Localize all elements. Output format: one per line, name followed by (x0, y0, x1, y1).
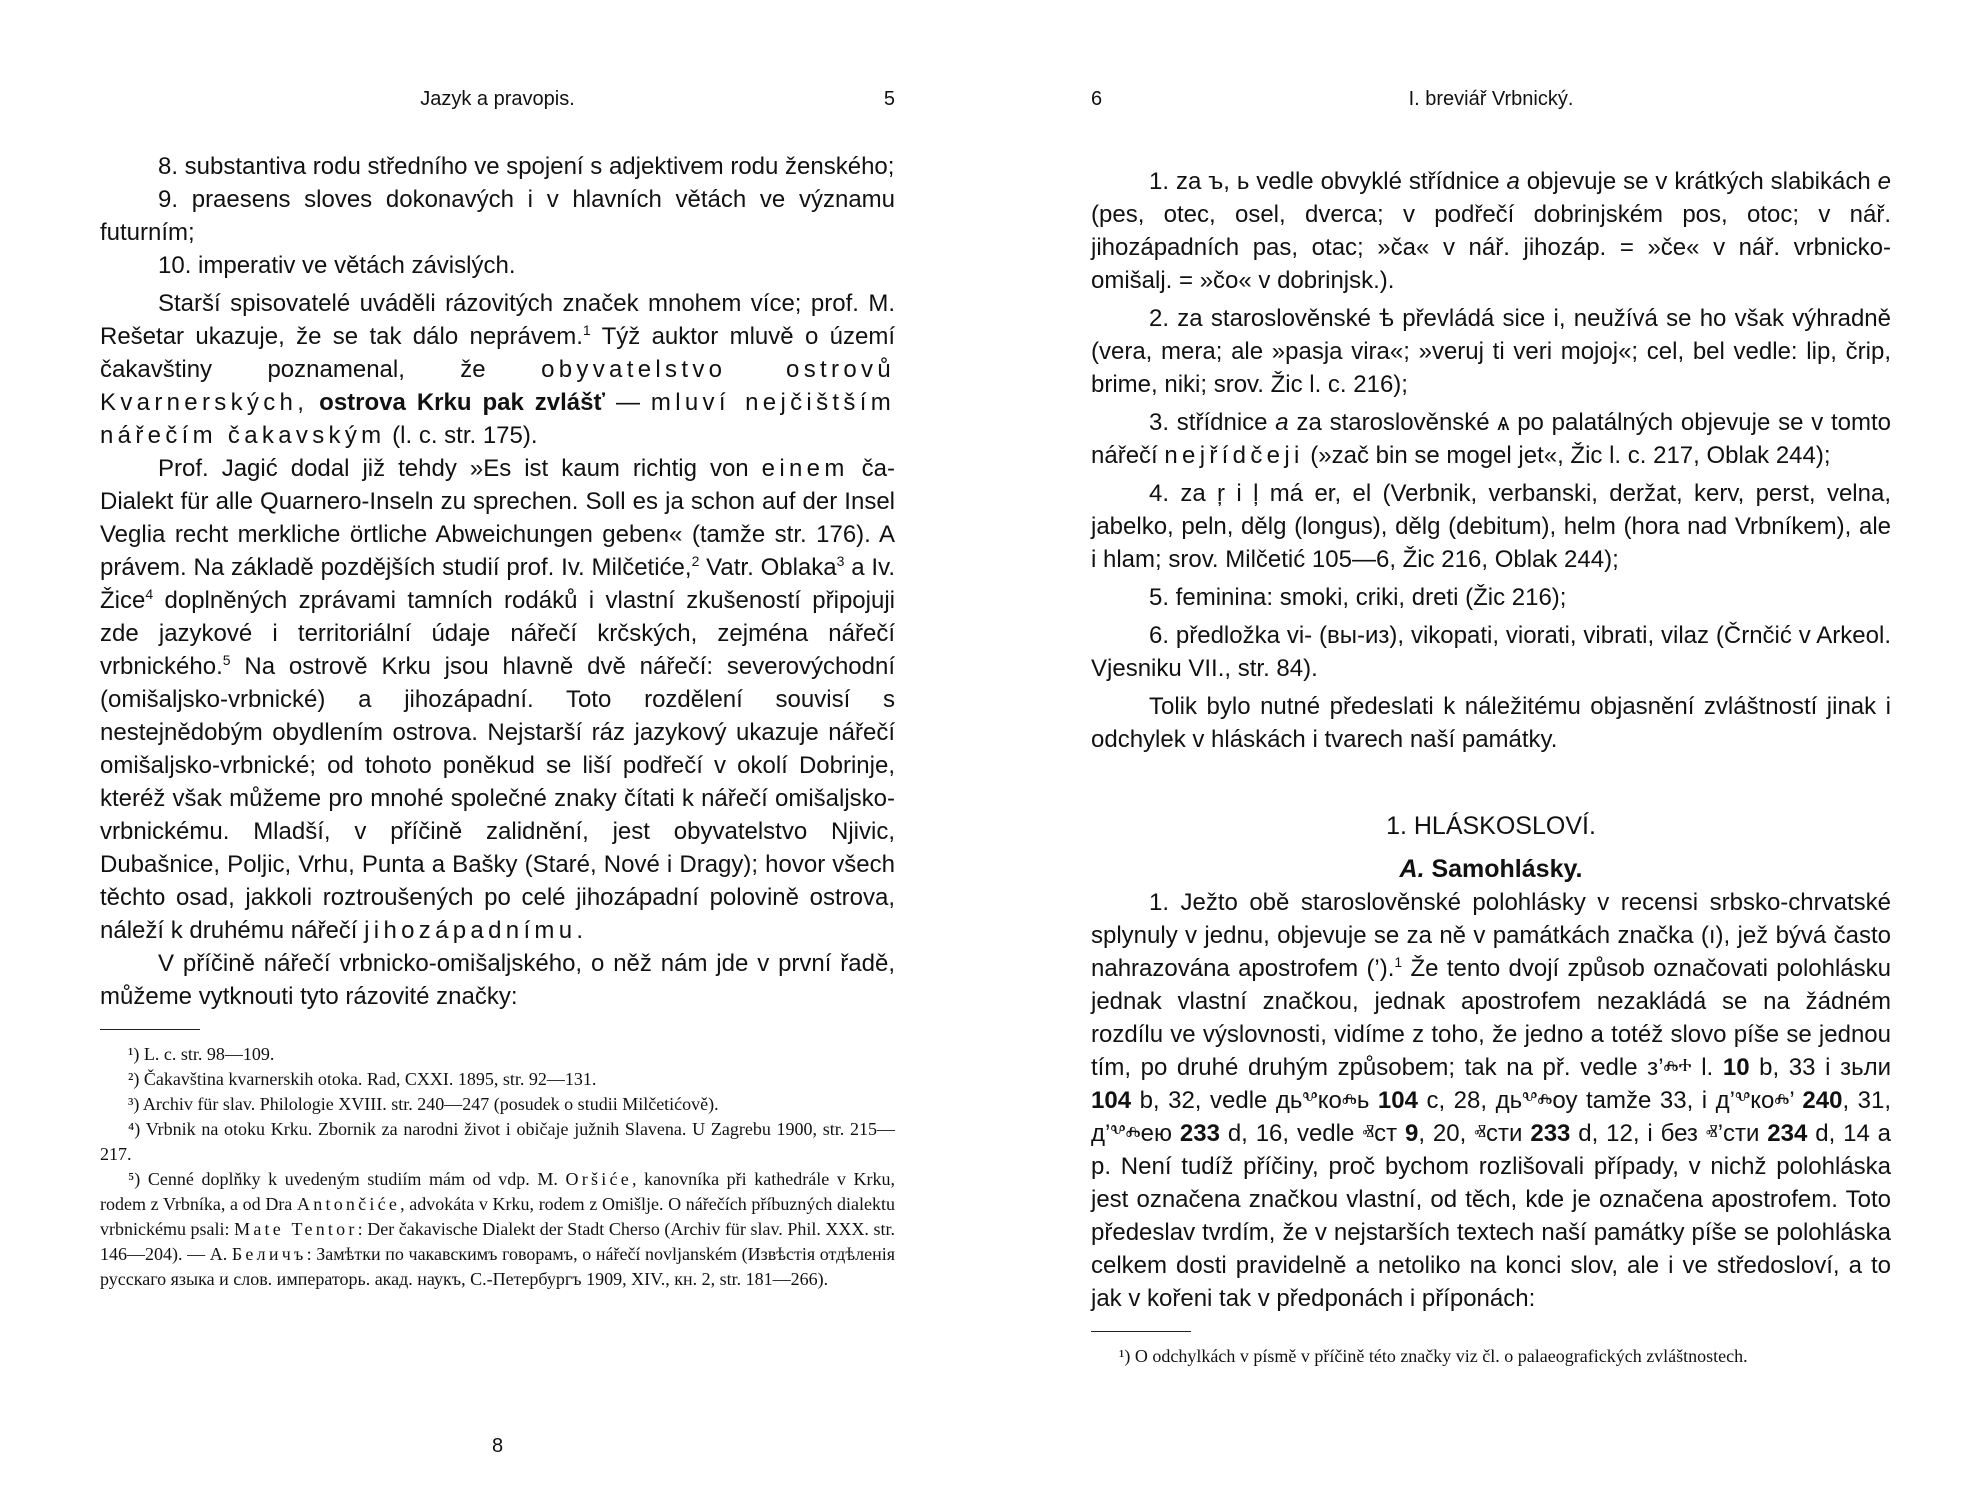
paragraph: V příčině nářečí vrbnicko-omišaljského, o něž nám jde v první řadě, můžeme vytknouti tyto rázovité značky: (100, 950, 895, 1010)
running-title: Jazyk a pravopis. (420, 88, 575, 110)
page-number: 5 (883, 88, 895, 110)
running-head-right (1091, 84, 1891, 114)
paragraph: 2. za staroslověnské ѣ převládá sice i, neužívá se ho však výhradně (vera, mera; ale »pasja vira«; »veruj ti veri mojoj«; cel, bel vedle: lip, črip, brime, niki; srov. Žic l. c. 216); (1091, 305, 1891, 398)
paragraph: Starší spisovatelé uváděli rázovitých značek mnohem více; prof. M. Rešetar ukazuje, že se tak dálo neprávem.$^1$ Týž auktor mluvě o území čakavštiny poznamenal, že obyvatelstvo ostrovů Kvarnerských, ostrova Krku pak zvlášť — mluví nejčištším nářečím čakavským (l. c. str. 175). (100, 290, 896, 449)
footnotes-right (1091, 1344, 1891, 1369)
paragraph: Tolik bylo nutné předeslati k náležitému objasnění zvláštností jinak i odchylek v hláskách i tvarech naší památky. (1091, 693, 1891, 753)
footnote: ¹) L. c. str. 98—109. (128, 1044, 275, 1064)
paragraph: 3. střídnice a za staroslověnské ѧ po palatálných objevuje se v tomto nářečí nejřídčeji (»zač bin se mogel jet«, Žic l. c. 217, Oblak 244); (1091, 409, 1892, 469)
footnote-mark: 5 (222, 652, 231, 668)
footnote: ³) Archiv für slav. Philologie XVIII. str. 240—247 (posudek o studii Milčetićově). (128, 1094, 719, 1114)
footnote: ⁵) Cenné doplňky k uvedeným studiím mám od vdp. M. Oršiće, kanovníka při kathedrále v Krku, rodem z Vrbníka, a od Dra Antončiće, advokáta v Krku, rodem z Omišlje. O nářečích příbuzných dialektu vrbnickému psali: Mate Tentor: Der čakavische Dialekt der Stadt Cherso (Archiv für slav. Phil. XXX. str. 146—204). — А. Беличъ: Замѣтки по чакавскимъ говорамъ, о нářečí novljanském (Извѣстія отдѣленія русскаго языка и слов. императорь. акад. наукъ, С.-Петербургъ 1909, XIV., кн. 2, str. 181—266). (100, 1169, 896, 1289)
left-body-text (100, 150, 895, 1292)
footnote-mark: 4 (145, 586, 154, 602)
footnote-rule (1091, 1331, 1191, 1332)
right-body-text (1091, 165, 1891, 1369)
footnote-mark: 1 (1394, 954, 1403, 970)
footnote-mark: 3 (836, 553, 845, 569)
signature-mark: 8 (491, 1435, 504, 1457)
paragraph: Prof. Jagić dodal již tehdy »Es ist kaum richtig von einem ča-Dialekt für alle Quarnero-Inseln zu sprechen. Soll es ja schon auf der Insel Veglia recht merkliche örtliche Abweichungen geben« (tamže str. 176). A právem. Na základě pozdějších studií prof. Iv. Milčetiće,$^2$ Vatr. Oblaka$^3$ a Iv. Žice$^4$ doplněných zprávami tamních rodáků i vlastní zkušeností připojuji zde jazykové i territoriální údaje nářečí krčských, zejména nářečí vrbnického.$^5$ Na ostrově Krku jsou hlavně dvě nářečí: severovýchodní (omišaljsko-vrbnické) a jihozápadní. Toto rozdělení souvisí s nestejnědobým obydlením ostrova. Nejstarší ráz jazykový ukazuje nářečí omišaljsko-vrbnické; od tohoto poněkud se liší podřečí v okolí Dobrinje, kteréž však můžeme pro mnohé společné znaky čítati k nářečí omišaljsko-vrbnickému. Mladší, v příčině zalidnění, jest obyvatelstvo Njivic, Dubašnice, Poljic, Vrhu, Punta a Bašky (Staré, Nové i Dragy); hovor všech těchto osad, jakkoli roztroušených po celé jihozápadní polovině ostrova, náleží k druhému nářečí jihozápadnímu. (100, 455, 895, 944)
footnote-mark: 1 (582, 322, 591, 338)
paragraph: 10. imperativ ve větách závislých. (158, 252, 516, 279)
page-number: 6 (1091, 88, 1103, 110)
paragraph: 4. za ŗ i ļ má er, el (Verbnik, verbanski, deržat, kerv, perst, velna, jabelko, peln, dělg (longus), dělg (debitum), helm (hora nad Vrbníkem), ale i hlam; srov. Milčetić 105—6, Žic 216, Oblak 244); (1091, 480, 1891, 573)
footnote: ¹) O odchylkách v písmě v příčině této značky viz čl. o palaeografických zvláštnostech. (1119, 1346, 1748, 1366)
footnotes-left (100, 1042, 895, 1292)
paragraph: 6. předložka vi- (вы-из), vikopati, viorati, vibrati, vilaz (Črnčić v Arkeol. Vjesniku VII., str. 84). (1091, 622, 1891, 682)
paragraph: 5. feminina: smoki, criki, dreti (Žic 216); (1149, 584, 1567, 611)
paragraph: 9. praesens sloves dokonavých i v hlavních větách ve významu futurním; (100, 186, 895, 246)
paragraph: 8. substantiva rodu středního ve spojení s adjektivem rodu ženského; (158, 153, 895, 180)
footnote: ²) Čakavština kvarnerskih otoka. Rad, CXXI. 1895, str. 92—131. (128, 1069, 597, 1089)
footnote: ⁴) Vrbnik na otoku Krku. Zbornik za narodni život i običaje južnih Slavena. U Zagrebu 1900, str. 215—217. (100, 1119, 895, 1164)
running-title: I. breviář Vrbnický. (1408, 88, 1574, 110)
footnote-mark: 2 (691, 553, 700, 569)
section-heading: 1. HLÁSKOSLOVÍ. (1386, 812, 1596, 840)
subsection-heading: A. Samohlásky. (1399, 855, 1583, 883)
paragraph: 1. Ježto obě staroslověnské polohlásky v recensi srbsko-chrvatské splynuly v jednu, objevuje se za ně v památkách značka (ı), jež bývá často nahrazována apostrofem (’).$^1$ Že tento dvojí způsob označovati polohlásku jednak vlastní značkou, jednak apostrofem nezakládá se na žádném rozdílu ve výslovnosti, vidíme z toho, že jedno a totéž slovo píše se jednou tím, po druhé druhým způsobem; tak na př. vedle з’ⰾⰰ l. 10 b, 33 i зьли 104 b, 32, vedle дьⰲкоⰾь 104 c, 28, дьⰲⰾоу tamže 33, i д’ⰲкоⰾ’ 240, 31, д’ⰲⰾею 233 d, 16, vedle ⱏст 9, 20, ⱏсти 233 d, 12, i без ⱏ’сти 234 d, 14 a p. Není tudíž příčiny, proč bychom rozlišovali případy, v nichž polohláska jest označena značkou vlastní, od těch, kde je označena apostrofem. Toto předeslav tvrdím, že v nejstarších textech naší památky píše se polohláska celkem dosti pravidelně a netoliko na konci slov, ale i ve středosloví, a to jak v kořeni tak v předponách i příponách: (1091, 889, 1892, 1312)
paragraph: 1. za ъ, ь vedle obvyklé střídnice a objevuje se v krátkých slabikách e (pes, otec, osel, dverca; v podřečí dobrinjském pos, otoc; v nář. jihozápadních pas, otac; »ča« v nář. jihozáp. = »če« v nář. vrbnicko-omišalj. = »čo« v dobrinjsk.). (1091, 168, 1891, 294)
footnote-rule (100, 1029, 200, 1030)
running-head-left (100, 84, 895, 114)
